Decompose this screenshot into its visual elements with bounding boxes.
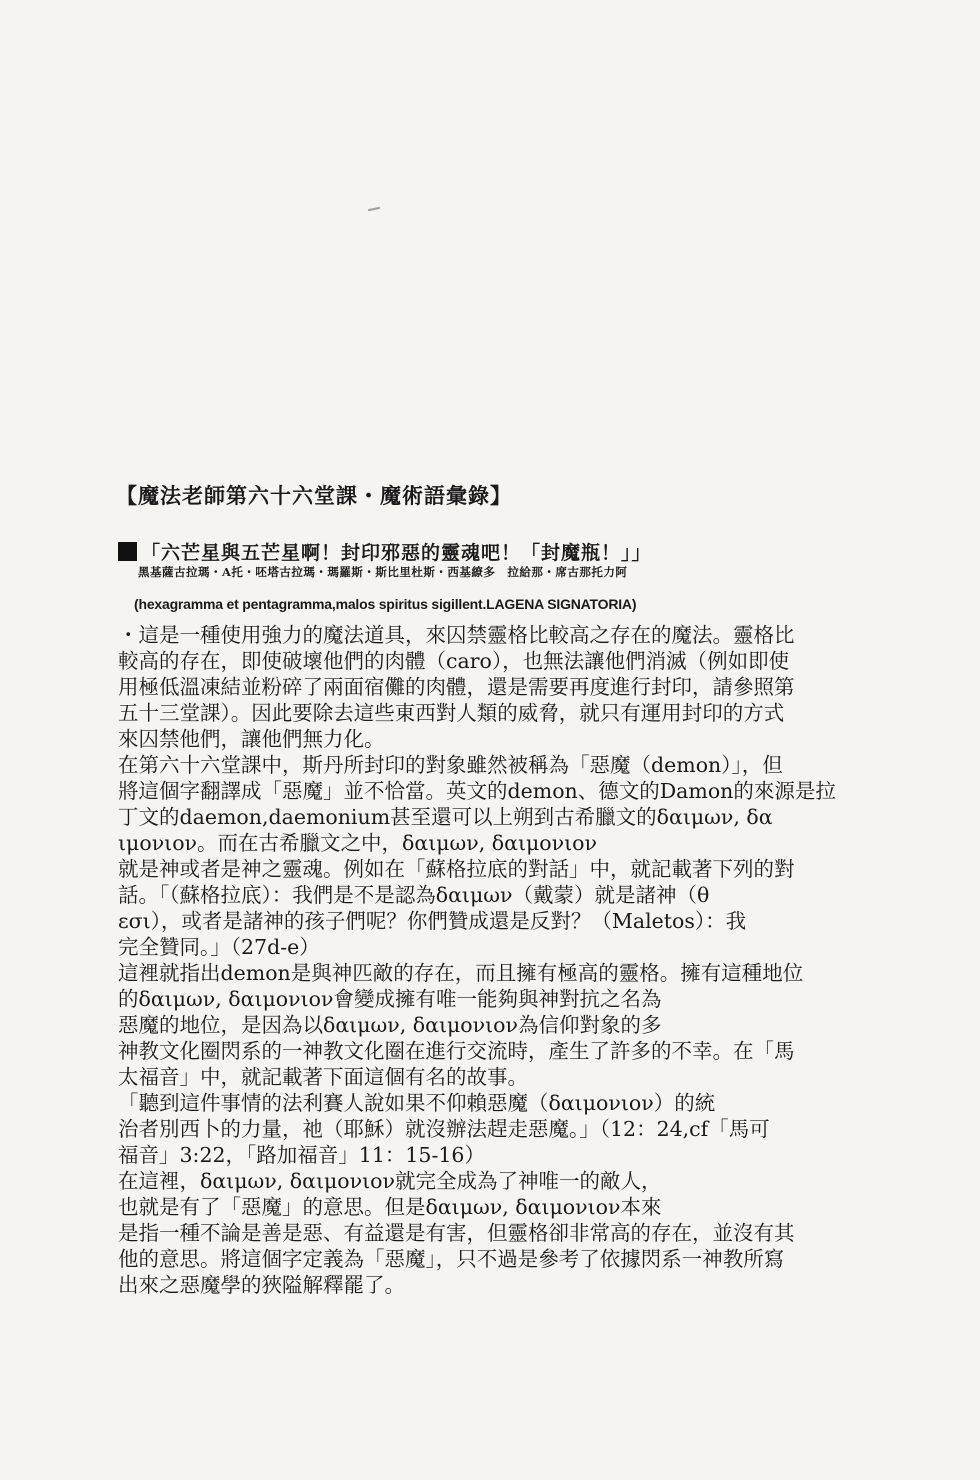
body-line: 就是神或者是神之靈魂。例如在「蘇格拉底的對話」中，就記載著下列的對 — [118, 857, 795, 881]
body-line: ・這是一種使用強力的魔法道具，來囚禁靈格比較高之存在的魔法。靈格比 — [118, 623, 795, 647]
body-line: 出來之惡魔學的狹隘解釋罷了。 — [118, 1273, 405, 1297]
body-line: 在第六十六堂課中，斯丹所封印的對象雖然被稱為「惡魔（demon）」，但 — [118, 753, 783, 777]
body-line: 較高的存在，即使破壞他們的肉體（caro），也無法讓他們消滅（例如即使 — [118, 649, 790, 673]
body-line: 這裡就指出demon是與神匹敵的存在，而且擁有極高的靈格。擁有這種地位 — [118, 961, 804, 985]
body-line: εσι），或者是諸神的孩子們呢？你們贊成還是反對？（Maletos）：我 — [118, 909, 747, 933]
stray-ink-mark — [368, 207, 380, 211]
body-line: 話。「（蘇格拉底）：我們是不是認為δαιμων（戴蒙）就是諸神（θ — [118, 883, 710, 907]
body-line: 他的意思。將這個字定義為「惡魔」，只不過是參考了依據閃系一神教所寫 — [118, 1247, 785, 1271]
body-line: 的δαιμων, δαιμονιον會變成擁有唯一能夠與神對抗之名為 — [118, 987, 662, 1011]
body-line: 丁文的daemon,daemonium甚至還可以上朔到古希臘文的δαιμων, δα — [118, 805, 773, 829]
body-line: 在這裡，δαιμων, δαιμονιον就完全成為了神唯一的敵人， — [118, 1169, 662, 1193]
spell-reading: 黑基薩古拉瑪・A托・呸塔古拉瑪・瑪羅斯・斯比里杜斯・西基繚多 拉給那・席古那托力阿 — [138, 565, 628, 579]
spell-title: 「六芒星與五芒星啊！封印邪惡的靈魂吧！「封魔瓶！」」 — [141, 542, 652, 564]
body-line: 福音」3:22，「路加福音」11：15-16） — [118, 1143, 485, 1167]
body-line: ιμονιον。而在古希臘文之中，δαιμων, δαιμονιον — [118, 831, 597, 855]
body-line: 是指一種不論是善是惡、有益還是有害，但靈格卻非常高的存在，並沒有其 — [118, 1221, 795, 1245]
spell-latin: (hexagramma et pentagramma,malos spiritus sigillent.LAGENA SIGNATORIA) — [134, 596, 637, 612]
body-line: 神教文化圈閃系的一神教文化圈在進行交流時，產生了許多的不幸。在「馬 — [118, 1039, 795, 1063]
black-square-icon — [118, 542, 137, 561]
body-line: 用極低溫凍結並粉碎了兩面宿儺的肉體，還是需要再度進行封印，請參照第 — [118, 675, 795, 699]
body-line: 太福音」中，就記載著下面這個有名的故事。 — [118, 1065, 528, 1089]
body-line: 五十三堂課）。因此要除去這些東西對人類的威脅，就只有運用封印的方式 — [118, 701, 785, 725]
body-line: 將這個字翻譯成「惡魔」並不恰當。英文的demon、德文的Damon的來源是拉 — [118, 779, 836, 803]
body-text — [118, 622, 878, 1298]
body-line: 完全贊同。」（27d-e） — [118, 935, 320, 959]
body-line: 也就是有了「惡魔」的意思。但是δαιμων, δαιμονιον本來 — [118, 1195, 662, 1219]
body-line: 來囚禁他們，讓他們無力化。 — [118, 727, 385, 751]
section-header: 【魔法老師第六十六堂課・魔術語彙錄】 — [116, 484, 512, 508]
body-line: 治者別西卜的力量，祂（耶穌）就沒辦法趕走惡魔。」（12：24,cf「馬可 — [118, 1117, 770, 1141]
body-line: 「聽到這件事情的法利賽人說如果不仰賴惡魔（δαιμονιον）的統 — [118, 1091, 716, 1115]
spell-title-line — [118, 538, 652, 565]
body-line: 惡魔的地位，是因為以δαιμων, δαιμονιον為信仰對象的多 — [118, 1013, 662, 1037]
